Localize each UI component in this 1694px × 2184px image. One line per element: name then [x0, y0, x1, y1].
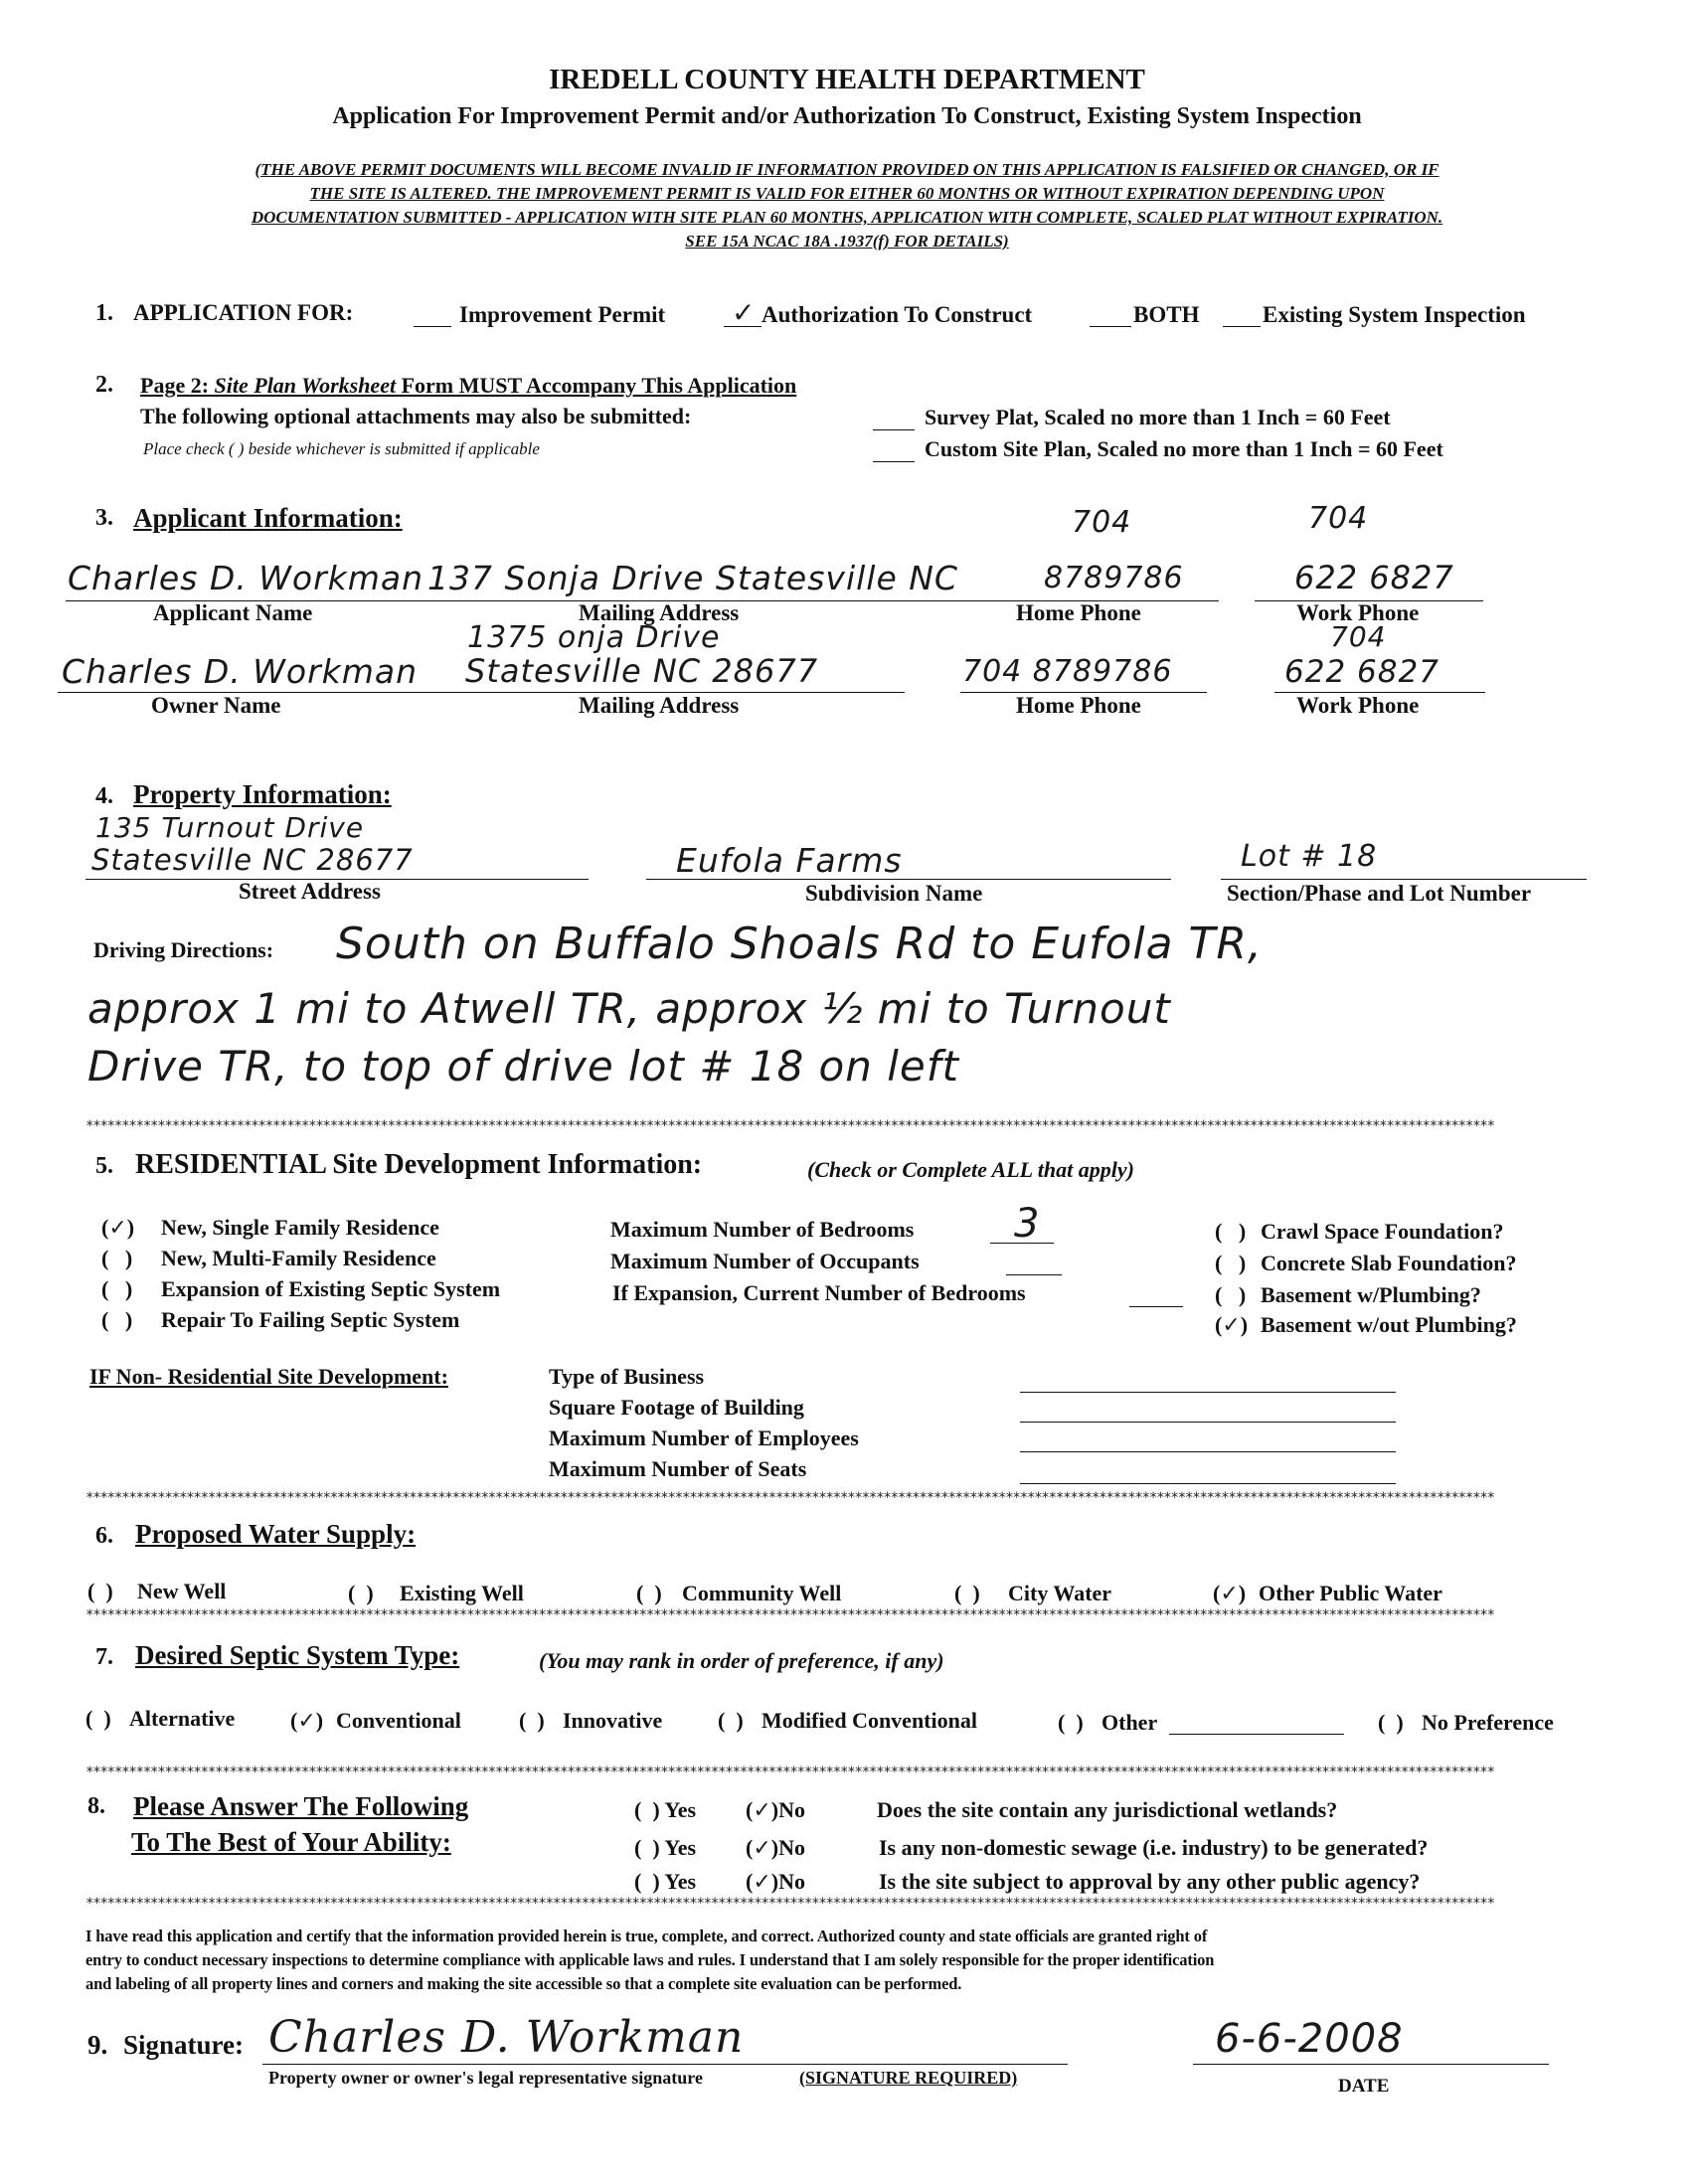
max-bedrooms-label: Maximum Number of Bedrooms [610, 1217, 915, 1242]
owner-mailing-label: Mailing Address [579, 693, 740, 718]
applicant-info-title: Applicant Information: [133, 503, 403, 533]
checkbox-other-public-water[interactable]: (✓) [1213, 1581, 1247, 1606]
current-bedrooms-label: If Expansion, Current Number of Bedrooms [612, 1280, 1026, 1305]
checkbox-basement-no-plumbing[interactable]: (✓) [1215, 1312, 1249, 1338]
both-option: BOTH [1133, 302, 1200, 327]
signature-required-note: (SIGNATURE REQUIRED) [799, 2068, 1018, 2088]
city-water-label: City Water [1008, 1581, 1112, 1605]
q1-no-label: No [778, 1797, 805, 1822]
single-family-label: New, Single Family Residence [161, 1215, 439, 1240]
property-info-title: Property Information: [133, 779, 392, 809]
checkbox-multi-family[interactable]: ( ) [101, 1246, 133, 1270]
date-line [1193, 2064, 1549, 2065]
section-4-number: 4. [95, 783, 113, 809]
directions-line-1[interactable]: South on Buffalo Shoals Rd to Eufola TR, [336, 919, 1263, 969]
innovative-label: Innovative [563, 1708, 663, 1733]
modified-conventional-label: Modified Conventional [762, 1708, 977, 1733]
checkbox-no-preference[interactable]: ( ) [1378, 1710, 1404, 1735]
signature-caption: Property owner or owner's legal representative signature [268, 2068, 703, 2088]
date-value[interactable]: 6-6-2008 [1215, 2016, 1404, 2062]
q3-text: Is the site subject to approval by any other public agency? [879, 1869, 1421, 1894]
driving-directions-label: Driving Directions: [93, 937, 274, 962]
checkbox-alternative[interactable]: ( ) [85, 1706, 111, 1731]
signature-value[interactable]: Charles D. Workman [268, 2012, 745, 2063]
no-preference-label: No Preference [1422, 1710, 1554, 1735]
applicant-work-phone-value[interactable]: 622 6827 [1294, 559, 1454, 596]
signature-line [262, 2064, 1068, 2065]
directions-line-3[interactable]: Drive TR, to top of drive lot # 18 on left [87, 1042, 959, 1091]
owner-name-value[interactable]: Charles D. Workman [62, 652, 419, 691]
expansion-label: Expansion of Existing Septic System [161, 1276, 501, 1301]
section-1-number: 1. [95, 300, 113, 326]
community-well-label: Community Well [682, 1581, 842, 1605]
owner-address-line-2[interactable]: Statesville NC 28677 [465, 652, 819, 690]
separator-4: **************************************************************************************************************************************************************************************************** [85, 1765, 1494, 1779]
section-3-number: 3. [95, 505, 113, 531]
q1-text: Does the site contain any jurisdictional wetlands? [877, 1797, 1338, 1822]
other-blank[interactable] [1169, 1734, 1344, 1735]
q2-no-label: No [778, 1835, 805, 1860]
existing-well-label: Existing Well [400, 1581, 524, 1605]
q2-yes-option[interactable]: ( ) Yes [634, 1835, 697, 1860]
applicant-work-area-code: 704 [1308, 501, 1369, 536]
septic-type-title: Desired Septic System Type: [135, 1640, 460, 1670]
max-occupants-label: Maximum Number of Occupants [610, 1249, 920, 1273]
signature-label: Signature: [123, 2030, 245, 2060]
checkbox-new-well[interactable]: ( ) [87, 1579, 113, 1603]
current-bedrooms-blank[interactable] [1129, 1306, 1183, 1307]
checkbox-conventional[interactable]: (✓) [290, 1708, 324, 1734]
survey-plat-blank[interactable] [873, 429, 915, 430]
applicant-home-area-code: 704 [1072, 505, 1132, 540]
owner-name-label: Owner Name [151, 693, 281, 718]
checkbox-concrete-slab[interactable]: ( ) [1215, 1251, 1247, 1275]
checkbox-modified-conventional[interactable]: ( ) [718, 1708, 744, 1733]
multi-family-label: New, Multi-Family Residence [161, 1246, 436, 1270]
certification-line-3: and labeling of all property lines and corners and making the site accessible so that a complete site evaluation can be performed. [85, 1974, 962, 1993]
lot-value[interactable]: Lot # 18 [1241, 839, 1378, 874]
type-of-business-label: Type of Business [549, 1364, 705, 1389]
q1-yes-label: Yes [664, 1797, 697, 1822]
separator-1: **************************************************************************************************************************************************************************************************** [85, 1119, 1494, 1133]
square-footage-blank[interactable] [1020, 1422, 1396, 1423]
survey-plat-option: Survey Plat, Scaled no more than 1 Inch = 60 Feet [925, 405, 1391, 429]
disclaimer-line-3: DOCUMENTATION SUBMITTED - APPLICATION WITH SITE PLAN 60 MONTHS, APPLICATION WITH COMPLETE, SCALED PLAT WITHOUT EXPIRATION. [251, 208, 1443, 227]
max-employees-label: Maximum Number of Employees [549, 1426, 859, 1450]
q1-no-option[interactable]: (✓)No [746, 1797, 805, 1823]
occupants-blank[interactable] [1006, 1274, 1062, 1275]
applicant-name-value[interactable]: Charles D. Workman [68, 559, 424, 597]
other-public-water-label: Other Public Water [1259, 1581, 1442, 1605]
alternative-label: Alternative [129, 1706, 236, 1731]
bedrooms-value[interactable]: 3 [1014, 1201, 1041, 1247]
site-plan-worksheet: Site Plan Worksheet [214, 373, 397, 398]
concrete-slab-label: Concrete Slab Foundation? [1261, 1251, 1517, 1275]
new-well-label: New Well [137, 1579, 227, 1603]
q1-yes-option[interactable]: ( ) Yes [634, 1797, 697, 1822]
street-address-label: Street Address [239, 879, 381, 904]
directions-line-2[interactable]: approx 1 mi to Atwell TR, approx ½ mi to Turnout [87, 984, 1171, 1033]
checkbox-community-well[interactable]: ( ) [636, 1581, 662, 1605]
existing-system-blank[interactable] [1223, 326, 1261, 327]
site-plan-requirement [140, 373, 796, 399]
checkbox-repair[interactable]: ( ) [101, 1307, 133, 1332]
owner-home-phone-label: Home Phone [1016, 693, 1141, 718]
q3-yes-label: Yes [664, 1869, 697, 1894]
crawl-space-label: Crawl Space Foundation? [1261, 1219, 1504, 1244]
section-2-number: 2. [95, 372, 113, 398]
non-residential-label: IF Non- Residential Site Development: [89, 1364, 448, 1389]
separator-2: **************************************************************************************************************************************************************************************************** [85, 1491, 1494, 1505]
repair-label: Repair To Failing Septic System [161, 1307, 460, 1332]
questions-title-1: Please Answer The Following [133, 1791, 469, 1821]
improvement-permit-option: Improvement Permit [459, 302, 666, 327]
page-subtitle: Application For Improvement Permit and/or Authorization To Construct, Existing System Inspection [332, 103, 1362, 129]
q2-no-option[interactable]: (✓)No [746, 1835, 805, 1861]
residential-note: (Check or Complete ALL that apply) [807, 1157, 1134, 1182]
subdivision-line [646, 879, 1171, 880]
date-label: DATE [1338, 2076, 1390, 2097]
existing-system-option: Existing System Inspection [1263, 302, 1526, 327]
owner-home-phone-value[interactable]: 704 8789786 [962, 654, 1173, 689]
square-footage-label: Square Footage of Building [549, 1395, 804, 1420]
questions-title-2: To The Best of Your Ability: [131, 1827, 451, 1857]
site-plan-accompany: Form MUST Accompany This Application [396, 373, 797, 398]
page-title: IREDELL COUNTY HEALTH DEPARTMENT [549, 64, 1145, 95]
basement-no-plumbing-label: Basement w/out Plumbing? [1261, 1312, 1517, 1337]
bedrooms-line [990, 1243, 1054, 1244]
certification-line-2: entry to conduct necessary inspections to determine compliance with applicable laws and rules. I understand that I am solely responsible for the proper identification [85, 1950, 1215, 1969]
subdivision-value[interactable]: Eufola Farms [676, 841, 903, 880]
section-lot-label: Section/Phase and Lot Number [1227, 881, 1532, 906]
owner-address-line-1[interactable]: 1375 onja Drive [467, 620, 721, 655]
section-5-number: 5. [95, 1153, 113, 1179]
separator-3: **************************************************************************************************************************************************************************************************** [85, 1608, 1494, 1622]
application-for-label: APPLICATION FOR: [133, 300, 354, 325]
improvement-permit-blank[interactable] [414, 326, 451, 327]
street-address-line-1[interactable]: 135 Turnout Drive [95, 811, 365, 844]
residential-title: RESIDENTIAL Site Development Information: [135, 1149, 703, 1180]
q2-yes-label: Yes [664, 1835, 697, 1860]
authorization-check-mark: ✓ [732, 296, 756, 329]
authorization-option: Authorization To Construct [762, 302, 1033, 327]
section-9-number: 9. [87, 2030, 108, 2060]
q2-text: Is any non-domestic sewage (i.e. industry) to be generated? [879, 1835, 1429, 1860]
mailing-address-label: Mailing Address [579, 600, 740, 625]
checkbox-other[interactable]: ( ) [1058, 1710, 1084, 1735]
checkbox-single-family[interactable]: (✓) [101, 1215, 135, 1241]
owner-work-phone-label: Work Phone [1296, 693, 1420, 718]
q3-no-option[interactable]: (✓)No [746, 1869, 805, 1895]
checkbox-innovative[interactable]: ( ) [519, 1708, 545, 1733]
applicant-address-value[interactable]: 137 Sonja Drive Statesville NC [427, 559, 958, 597]
checkbox-existing-well[interactable]: ( ) [348, 1581, 374, 1605]
other-label: Other [1101, 1710, 1158, 1735]
conventional-label: Conventional [336, 1708, 461, 1733]
q3-yes-option[interactable]: ( ) Yes [634, 1869, 697, 1894]
certification-line-1: I have read this application and certify that the information provided herein is true, complete, and correct. Authorized county and state officials are granted right of [85, 1927, 1208, 1945]
q3-no-label: No [778, 1869, 805, 1894]
max-seats-label: Maximum Number of Seats [549, 1456, 807, 1481]
custom-site-plan-option: Custom Site Plan, Scaled no more than 1 Inch = 60 Feet [925, 436, 1443, 461]
street-address-line-2[interactable]: Statesville NC 28677 [91, 843, 414, 877]
subdivision-label: Subdivision Name [805, 881, 983, 906]
home-phone-label: Home Phone [1016, 600, 1141, 625]
max-employees-blank[interactable] [1020, 1451, 1396, 1452]
checkbox-city-water[interactable]: ( ) [954, 1581, 980, 1605]
both-blank[interactable] [1090, 326, 1131, 327]
custom-site-plan-blank[interactable] [873, 461, 915, 462]
applicant-name-label: Applicant Name [153, 600, 313, 625]
checkbox-expansion[interactable]: ( ) [101, 1276, 133, 1301]
checkbox-crawl-space[interactable]: ( ) [1215, 1219, 1247, 1244]
section-6-number: 6. [95, 1523, 113, 1549]
type-of-business-blank[interactable] [1020, 1392, 1396, 1393]
optional-attachments-text: The following optional attachments may also be submitted: [140, 404, 692, 428]
owner-work-phone-value[interactable]: 622 6827 [1284, 654, 1440, 690]
separator-5: **************************************************************************************************************************************************************************************************** [85, 1897, 1494, 1911]
max-seats-blank[interactable] [1020, 1483, 1396, 1484]
owner-work-area-code: 704 [1330, 620, 1387, 653]
septic-type-note: (You may rank in order of preference, if any) [539, 1648, 944, 1673]
site-plan-page-ref: Page 2: [140, 373, 215, 398]
checkbox-basement-plumbing[interactable]: ( ) [1215, 1282, 1247, 1307]
water-supply-title: Proposed Water Supply: [135, 1519, 417, 1549]
disclaimer-line-1: (THE ABOVE PERMIT DOCUMENTS WILL BECOME INVALID IF INFORMATION PROVIDED ON THIS APPLICATION IS FALSIFIED OR CHANGED, OR IF [254, 160, 1440, 179]
section-7-number: 7. [95, 1644, 113, 1670]
disclaimer-line-2: THE SITE IS ALTERED. THE IMPROVEMENT PERMIT IS VALID FOR EITHER 60 MONTHS OR WITHOUT EXPIRATION DEPENDING UPON [309, 184, 1385, 203]
work-phone-label: Work Phone [1296, 600, 1420, 625]
place-check-note: Place check ( ) beside whichever is submitted if applicable [143, 439, 540, 458]
disclaimer-line-4: SEE 15A NCAC 18A .1937(f) FOR DETAILS) [685, 232, 1009, 251]
applicant-home-phone-value[interactable]: 8789786 [1044, 561, 1184, 595]
basement-plumbing-label: Basement w/Plumbing? [1261, 1282, 1481, 1307]
section-8-number: 8. [87, 1793, 105, 1819]
lot-line [1221, 879, 1587, 880]
